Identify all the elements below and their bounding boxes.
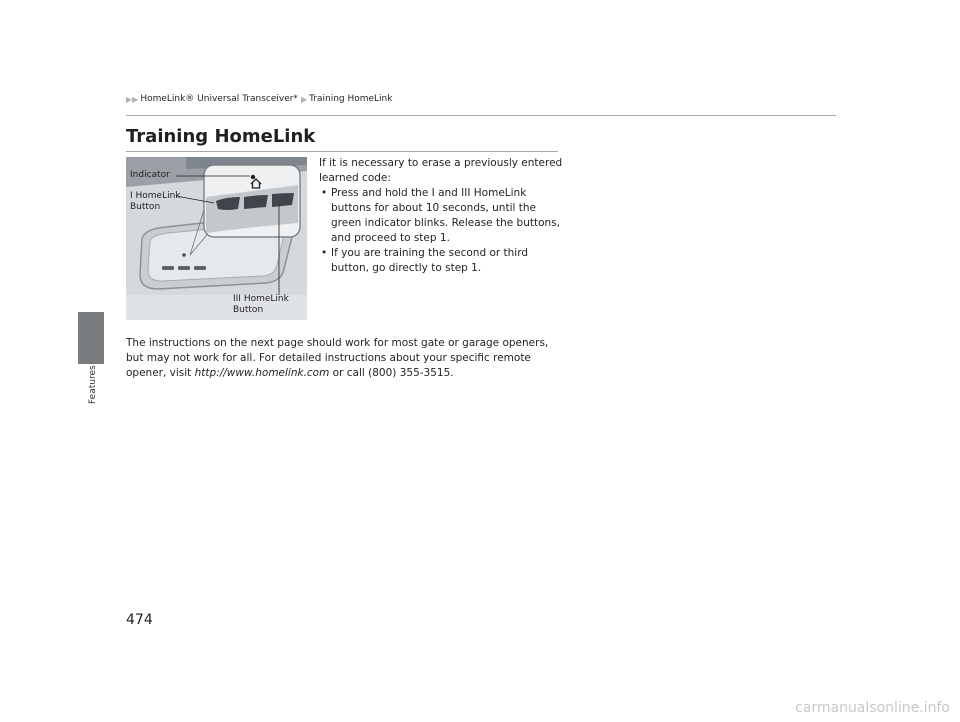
intro-bullets (319, 186, 564, 276)
list-item: • If you are training the second or third button, go directly to step 1. (319, 246, 564, 276)
breadcrumb-arrow-icon: ▶ (300, 94, 308, 104)
breadcrumb-arrow-icon: ▶▶ (126, 94, 139, 104)
section-tab (78, 312, 104, 364)
breadcrumb (126, 94, 392, 104)
button-one-label: I HomeLink Button (130, 191, 181, 212)
list-item: • Press and hold the I and III HomeLink buttons for about 10 seconds, until the green indicator blinks. Release the buttons, and proceed to step 1. (319, 186, 564, 246)
homelink-link[interactable]: http://www.homelink.com (194, 367, 330, 379)
page-title: Training HomeLink (126, 126, 316, 147)
side-tab-label: Features (88, 365, 98, 404)
indicator-label: Indicator (130, 170, 170, 180)
intro-lead: If it is necessary to erase a previously entered learned code: (319, 157, 563, 184)
page-number: 474 (126, 612, 153, 628)
instructions-paragraph (126, 336, 566, 381)
breadcrumb-item-homelink[interactable]: HomeLink® Universal Transceiver* (140, 94, 298, 104)
watermark: carmanualsonline.info (795, 700, 950, 716)
header-divider (126, 115, 836, 116)
mirror-illustration (126, 157, 307, 320)
erase-code-instructions (319, 156, 564, 276)
instructions-phone: or call (800) 355-3515. (329, 367, 454, 379)
breadcrumb-item-training[interactable]: Training HomeLink (309, 94, 393, 104)
title-divider (126, 151, 558, 152)
instructions-text: The instructions on the next page should work for most gate or garage openers, but may not work for all. For detailed instructions about your specific remote opener, visit (126, 337, 549, 379)
button-three-label: III HomeLink Button (233, 294, 289, 315)
